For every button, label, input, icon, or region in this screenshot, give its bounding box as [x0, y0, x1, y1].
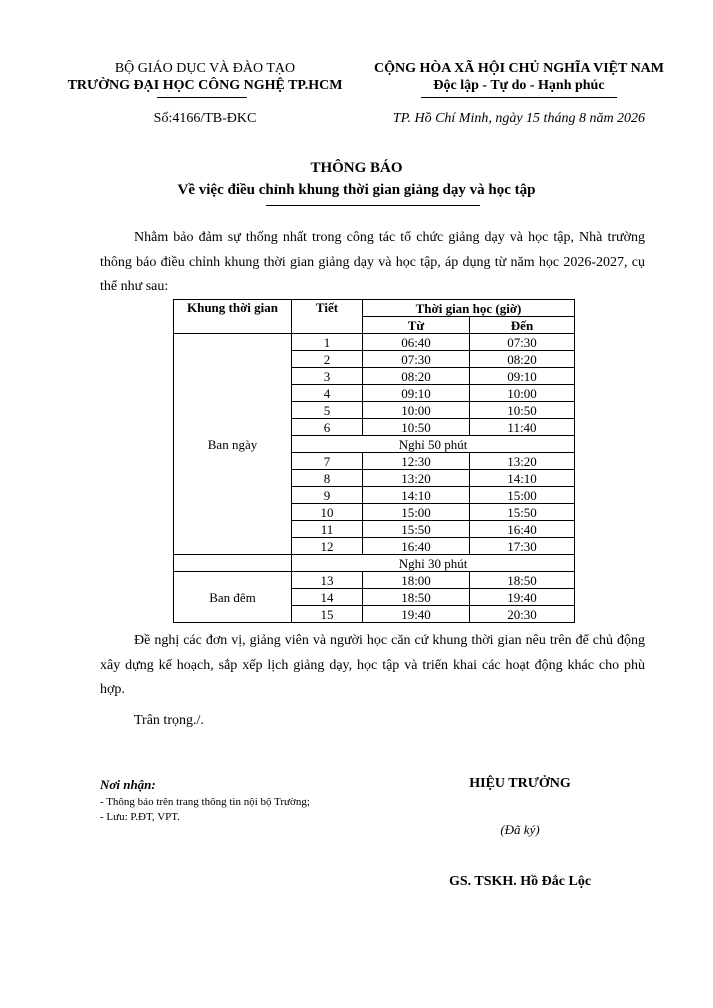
recipient-item: - Lưu: P.ĐT, VPT. — [100, 811, 180, 823]
document-title: THÔNG BÁO — [310, 160, 403, 176]
national-block — [360, 60, 678, 94]
from-cell: 15:00 — [363, 504, 470, 521]
period-cell: 5 — [292, 402, 363, 419]
schedule-table — [173, 299, 575, 623]
to-cell: 10:50 — [470, 402, 575, 419]
frame-day: Ban ngày — [174, 334, 292, 555]
from-cell: 09:10 — [363, 385, 470, 402]
recipient-item: - Thông báo trên trang thông tin nội bộ Trường; — [100, 796, 310, 808]
break-cell: Nghỉ 50 phút — [292, 436, 575, 453]
period-cell: 2 — [292, 351, 363, 368]
table-row — [174, 334, 575, 351]
to-cell: 17:30 — [470, 538, 575, 555]
period-cell: 6 — [292, 419, 363, 436]
to-cell: 10:00 — [470, 385, 575, 402]
closing-paragraph: Đề nghị các đơn vị, giảng viên và người học căn cứ khung thời gian nêu trên để chủ động xây dựng kế hoạch, sắp xếp lịch giảng dạy, học tập và triển khai các hoạt động khác cho phù hợp. — [100, 633, 645, 697]
national-motto: Độc lập - Tự do - Hạnh phúc — [433, 78, 605, 93]
from-cell: 08:20 — [363, 368, 470, 385]
to-cell: 13:20 — [470, 453, 575, 470]
to-cell: 15:50 — [470, 504, 575, 521]
frame-day-gap — [174, 555, 292, 572]
from-cell: 10:00 — [363, 402, 470, 419]
period-cell: 14 — [292, 589, 363, 606]
header-to: Đến — [470, 317, 575, 334]
motto-underline — [421, 97, 617, 98]
to-cell: 19:40 — [470, 589, 575, 606]
period-cell: 1 — [292, 334, 363, 351]
place-date: TP. Hồ Chí Minh, ngày 15 tháng 8 năm 2026 — [392, 111, 646, 126]
document-subtitle: Về việc điều chỉnh khung thời gian giảng dạy và học tập — [177, 182, 536, 198]
period-cell: 11 — [292, 521, 363, 538]
to-cell: 08:20 — [470, 351, 575, 368]
subtitle-underline — [266, 205, 480, 206]
republic-name: CỘNG HÒA XÃ HỘI CHỦ NGHĨA VIỆT NAM — [373, 61, 664, 76]
to-cell: 14:10 — [470, 470, 575, 487]
header-time: Thời gian học (giờ) — [363, 300, 575, 317]
from-cell: 14:10 — [363, 487, 470, 504]
to-cell: 16:40 — [470, 521, 575, 538]
period-cell: 15 — [292, 606, 363, 623]
from-cell: 06:40 — [363, 334, 470, 351]
header-frame: Khung thời gian — [174, 300, 292, 334]
to-cell: 18:50 — [470, 572, 575, 589]
signer-name: GS. TSKH. Hồ Đắc Lộc — [448, 874, 592, 889]
to-cell: 15:00 — [470, 487, 575, 504]
intro-paragraph: Nhằm bảo đảm sự thống nhất trong công tác tổ chức giảng dạy và học tập, Nhà trường thông báo điều chỉnh khung thời gian giảng dạy và học tập, áp dụng từ năm học 2026-2027, cụ thể như sau: — [100, 230, 645, 294]
from-cell: 18:00 — [363, 572, 470, 589]
break-cell: Nghỉ 30 phút — [292, 555, 575, 572]
from-cell: 16:40 — [363, 538, 470, 555]
period-cell: 12 — [292, 538, 363, 555]
from-cell: 12:30 — [363, 453, 470, 470]
table-row — [174, 572, 575, 589]
from-cell: 13:20 — [363, 470, 470, 487]
from-cell: 10:50 — [363, 419, 470, 436]
period-cell: 9 — [292, 487, 363, 504]
period-cell: 8 — [292, 470, 363, 487]
period-cell: 3 — [292, 368, 363, 385]
header-from: Từ — [363, 317, 470, 334]
header-period: Tiết — [292, 300, 363, 334]
to-cell: 07:30 — [470, 334, 575, 351]
regards-line: Trân trọng./. — [134, 713, 204, 728]
school-underline — [157, 97, 247, 98]
period-cell: 4 — [292, 385, 363, 402]
ministry-name: BỘ GIÁO DỤC VÀ ĐÀO TẠO — [114, 61, 296, 76]
signer-role: HIỆU TRƯỞNG — [469, 776, 571, 791]
school-name: TRƯỜNG ĐẠI HỌC CÔNG NGHỆ TP.HCM — [67, 78, 343, 93]
signed-note: (Đã ký) — [500, 822, 540, 837]
to-cell: 11:40 — [470, 419, 575, 436]
from-cell: 15:50 — [363, 521, 470, 538]
to-cell: 09:10 — [470, 368, 575, 385]
to-cell: 20:30 — [470, 606, 575, 623]
period-cell: 10 — [292, 504, 363, 521]
recipients-label: Nơi nhận: — [100, 777, 156, 792]
from-cell: 07:30 — [363, 351, 470, 368]
period-cell: 13 — [292, 572, 363, 589]
frame-night: Ban đêm — [174, 572, 292, 623]
break-row — [174, 555, 575, 572]
from-cell: 19:40 — [363, 606, 470, 623]
document-number: Số:4166/TB-ĐKC — [153, 111, 257, 126]
issuer-block — [60, 60, 350, 94]
from-cell: 18:50 — [363, 589, 470, 606]
period-cell: 7 — [292, 453, 363, 470]
